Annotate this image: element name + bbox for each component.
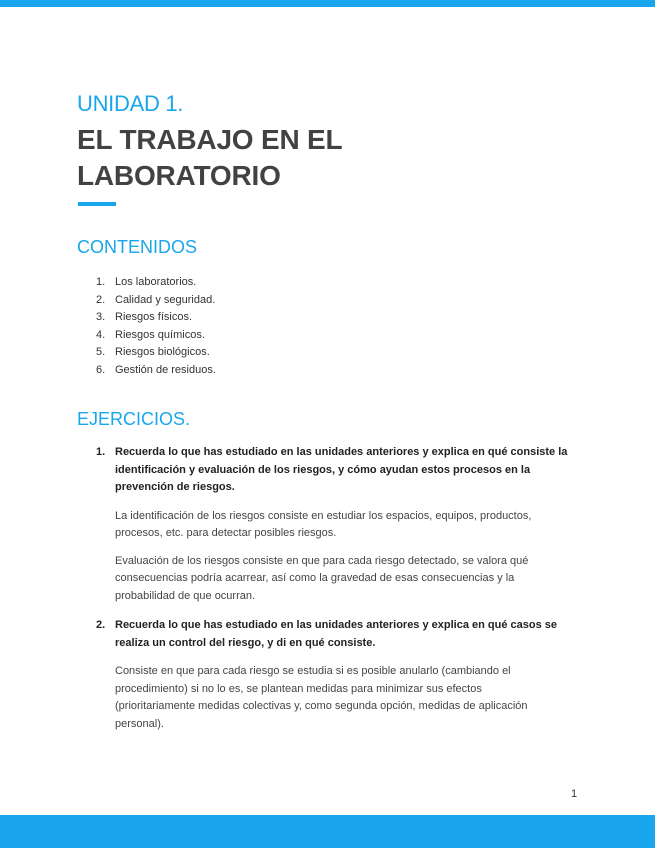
list-item-text: Gestión de residuos.: [115, 363, 216, 376]
list-item-text: Los laboratorios.: [115, 276, 197, 288]
list-item-text: Riesgos físicos.: [115, 311, 193, 324]
list-item-number: 6.: [96, 363, 106, 376]
list-item: [96, 292, 216, 310]
title-underline: [78, 202, 116, 206]
exercise-question: [96, 617, 576, 652]
list-item-text: Calidad y seguridad.: [115, 293, 216, 306]
exercise-answer: Evaluación de los riesgos consiste en que para cada riesgo detectado, se valora qué consecuencias podría acarrear, así como la gravedad de esas consecuencias y la probabilidad de que ocurran.: [115, 554, 529, 602]
list-item: [96, 362, 216, 380]
list-item-number: 1.: [96, 276, 106, 288]
contents-heading: CONTENIDOS: [77, 237, 198, 257]
exercise-answer: Consiste en que para cada riesgo se estudia si es posible anularlo (cambiando el procedimiento) si no lo es, se plantean medidas para minimizar sus efectos (prioritariamente medidas colectivas y, como segunda opción, medidas de aplicación personal).: [115, 665, 528, 730]
exercise-question-text: Recuerda lo que has estudiado en las unidades anteriores y explica en qué consiste la identificación y evaluación de los riesgos, y cómo ayudan estos procesos en la prevención de riesgos.: [115, 446, 568, 493]
exercise-2: [96, 617, 576, 733]
unit-label: UNIDAD 1.: [77, 91, 184, 116]
list-item-text: Riesgos biológicos.: [115, 346, 210, 359]
list-item-number: 3.: [96, 311, 106, 324]
exercise-question: [96, 444, 576, 497]
list-item-number: 2.: [96, 293, 106, 306]
exercise-number: 2.: [96, 619, 106, 631]
list-item-text: Riesgos químicos.: [115, 328, 205, 341]
list-item-number: 5.: [96, 346, 106, 359]
contents-list: [96, 274, 216, 380]
bottom-accent-bar: [0, 815, 655, 848]
exercise-question-text: Recuerda lo que has estudiado en las unidades anteriores y explica en qué casos se realiza un control del riesgo, y di en qué consiste.: [115, 619, 557, 649]
list-item: [96, 309, 216, 327]
top-accent-bar: [0, 0, 655, 7]
exercise-answer: La identificación de los riesgos consiste en estudiar los espacios, equipos, productos, procesos, etc. para detectar posibles riesgos.: [115, 509, 532, 539]
exercise-1: [96, 444, 576, 605]
page-title: EL TRABAJO EN EL LABORATORIO: [77, 124, 342, 191]
list-item: [96, 344, 216, 362]
exercise-number: 1.: [96, 446, 106, 458]
list-item-number: 4.: [96, 328, 106, 341]
exercises-heading: EJERCICIOS.: [77, 409, 191, 429]
list-item: [96, 327, 216, 345]
page-number: 1: [571, 788, 578, 800]
list-item: [96, 274, 216, 292]
